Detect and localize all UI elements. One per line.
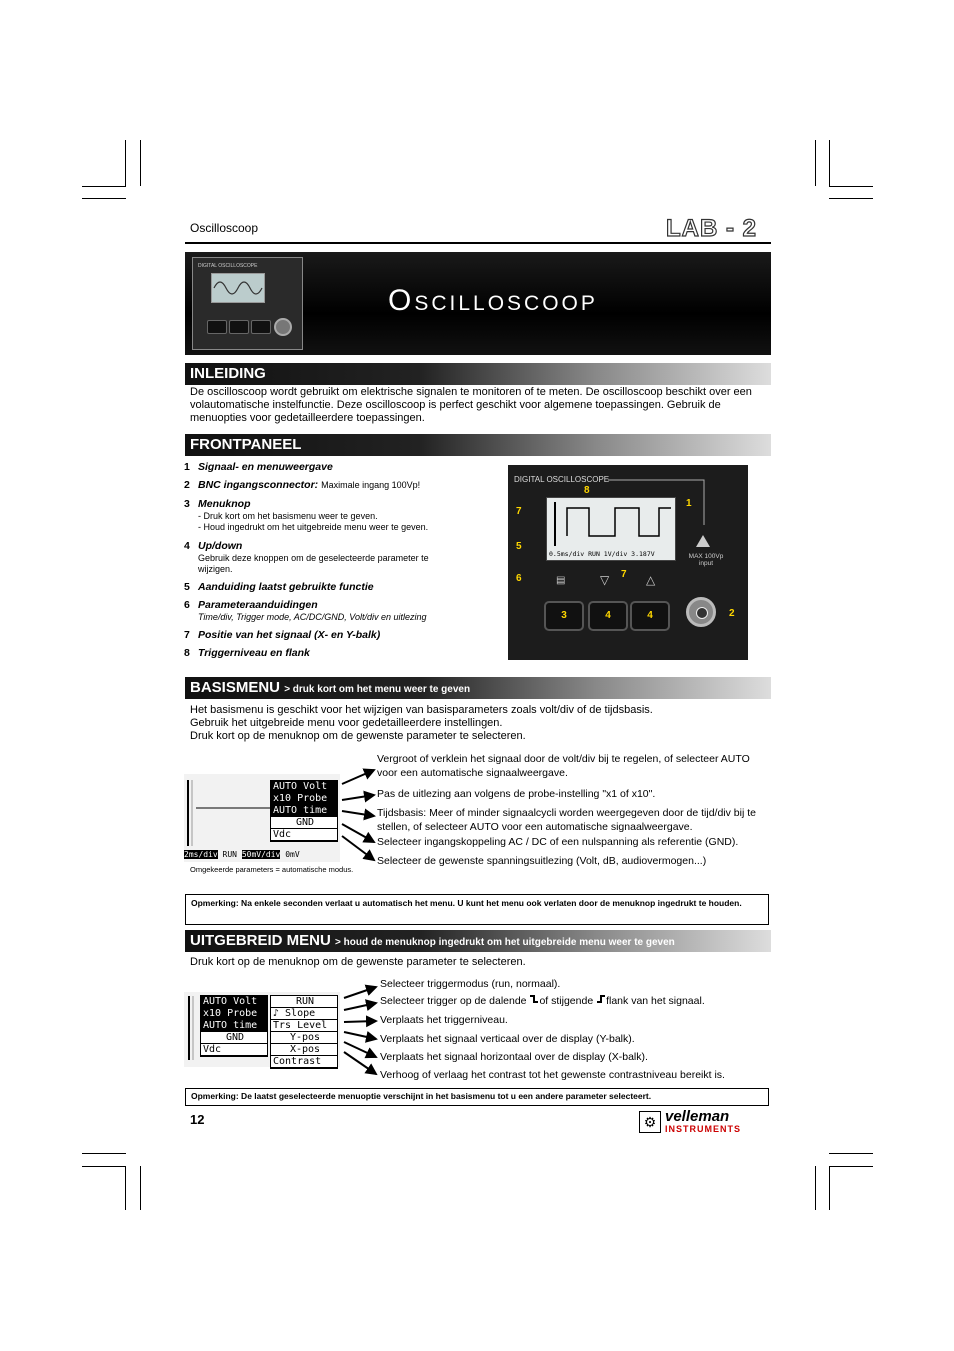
velleman-emblem-icon: ⚙ (639, 1111, 661, 1133)
basismenu-lcd (184, 774, 340, 862)
basismenu-intro-1: Het basismenu is geschikt voor het wijzigen van basisparameters zoals volt/div of de tijdsbasis. (190, 704, 653, 716)
uitgebreid-desc-5: Verplaats het signaal horizontaal over de display (X-balk). (380, 1051, 648, 1063)
front-item-3-sub-2: - Houd ingedrukt om het uitgebreide menu weer te geven. (198, 522, 429, 532)
photo-label: DIGITAL OSCILLOSCOPE (514, 475, 610, 484)
ext-option-trs-level[interactable]: Trs Level (271, 1020, 337, 1032)
ext-option-auto-volt[interactable]: AUTO Volt (201, 996, 267, 1008)
section-header-inleiding (185, 363, 771, 385)
photo-square-wave (547, 498, 675, 550)
basismenu-desc-5: Selecteer de gewenste spanningsuitlezing (Volt, dB, audiovermogen...) (377, 855, 707, 867)
rising-edge-icon (596, 994, 606, 1004)
velleman-logo (639, 1108, 769, 1135)
basismenu-subheading: > druk kort om het menu weer te geven (284, 684, 471, 695)
callout-7a: 7 (516, 506, 522, 517)
basismenu-note: Opmerking: Na enkele seconden verlaat u automatisch het menu. U kunt het menu ook verlaten door de menuknop ingedrukt te houden. (185, 894, 769, 925)
down-triangle-icon: ▽ (600, 573, 610, 587)
front-item-7: 7 Positie van het signaal (X- en Y-balk) (184, 629, 381, 641)
basismenu-lcd-trace (184, 774, 274, 850)
menu-option-auto-volt[interactable]: AUTO Volt (271, 781, 337, 793)
inleiding-text: De oscilloscoop wordt gebruikt om elektrische signalen te monitoren of te meten. De oscilloscoop beschikt over een volautomatische instelfunctie. Deze oscilloscoop is perfect geschikt voor algemene toepassingen. Gebruik de menuopties voor gedetailleerdere toepassingen. (190, 386, 752, 424)
up-button: 4 (630, 601, 670, 631)
uitgebreid-heading: UITGEBREID MENU (190, 932, 331, 949)
oscilloscope-front-photo (508, 465, 748, 660)
basismenu-desc-2: Pas de uitlezing aan volgens de probe-instelling "x1 of x10". (377, 788, 656, 800)
callout-8: 8 (584, 485, 590, 496)
callout-2: 2 (729, 608, 735, 619)
menu-option-vdc[interactable]: Vdc (271, 829, 337, 841)
uitgebreid-left-options (200, 995, 268, 1057)
basismenu-desc-3: Tijdsbasis: Meer of minder signaalcycli worden weergegeven door de tijd/div bij te stellen, of selecteer AUTO voor een automatische signaalweergave. (377, 807, 756, 833)
lab2-logo (664, 214, 772, 240)
oscilloscope-thumbnail (192, 257, 303, 350)
basismenu-status-bar: 2ms/div RUN 50mV/div 0mV (184, 850, 300, 859)
callout-6: 6 (516, 573, 522, 584)
section-header-frontpaneel (185, 434, 771, 456)
front-item-1: 1 Signaal- en menuweergave (184, 461, 333, 473)
front-item-4-sub: Gebruik deze knoppen om de geselecteerde parameter te wijzigen. (198, 553, 429, 574)
uitgebreid-lcd (184, 992, 340, 1067)
lab2-logo-text: LAB - 2 (666, 215, 757, 240)
uitgebreid-desc-2: Selecteer trigger op de dalende of stijgende flank van het signaal. (380, 995, 705, 1007)
uitgebreid-desc-1: Selecteer triggermodus (run, normaal). (380, 978, 561, 990)
basismenu-arrows (340, 766, 378, 866)
menu-icon: ▤ (556, 575, 566, 586)
page-number: 12 (190, 1112, 205, 1127)
header-rule (185, 242, 771, 244)
uitgebreid-desc-6: Verhoog of verlaag het contrast tot het gewenste contrastniveau bereikt is. (380, 1069, 725, 1081)
basismenu-options (270, 780, 338, 842)
photo-lcd (546, 497, 676, 561)
ext-option-gnd[interactable]: GND (201, 1032, 267, 1044)
section-header-uitgebreid (185, 930, 771, 952)
photo-status-line: 0.5ms/div RUN 1V/div 3.187V (549, 550, 655, 558)
basismenu-heading-group (190, 679, 470, 696)
menu-option-gnd[interactable]: GND (271, 817, 337, 829)
menu-option-auto-time[interactable]: AUTO time (271, 805, 337, 817)
thumb-bnc-connector (274, 318, 292, 336)
basismenu-desc-1: Vergroot of verklein het signaal door de volt/div bij te regelen, of selecteer AUTO voor een automatische signaalweergave. (377, 753, 750, 779)
frontpaneel-heading: FRONTPANEEL (190, 436, 302, 453)
thumb-lcd (211, 273, 265, 303)
down-button: 4 (588, 601, 628, 631)
ext-option-x-pos[interactable]: X-pos (271, 1044, 337, 1056)
ext-option-probe[interactable]: x10 Probe (201, 1008, 267, 1020)
ext-option-slope[interactable]: ♪ Slope (271, 1008, 337, 1020)
menu-button: 3 (544, 601, 584, 631)
thumb-label: DIGITAL OSCILLOSCOPE (198, 263, 258, 269)
basismenu-caption: Omgekeerde parameters = automatische modus. (190, 865, 354, 874)
bnc-connector (686, 597, 716, 627)
uitgebreid-arrows (340, 984, 380, 1084)
ext-option-y-pos[interactable]: Y-pos (271, 1032, 337, 1044)
up-triangle-icon: △ (646, 573, 656, 587)
uitgebreid-desc-3: Verplaats het triggerniveau. (380, 1014, 508, 1026)
uitgebreid-heading-group (190, 932, 675, 949)
section-label: Oscilloscoop (190, 221, 259, 235)
uitgebreid-desc-4: Verplaats het signaal verticaal over de display (Y-balk). (380, 1033, 635, 1045)
basismenu-intro-2: Gebruik het uitgebreide menu voor gedetailleerdere instellingen. (190, 717, 503, 729)
uitgebreid-subheading: > houd de menuknop ingedrukt om het uitgebreide menu weer te geven (335, 937, 675, 948)
ext-option-contrast[interactable]: Contrast (271, 1056, 337, 1068)
front-item-3-sub-1: - Druk kort om het basismenu weer te geven. (198, 511, 378, 521)
velleman-brand-sub: INSTRUMENTS (665, 1124, 741, 1134)
callout-1: 1 (686, 498, 692, 509)
uitgebreid-note: Opmerking: De laatst geselecteerde menuoptie verschijnt in het basismenu tot u een andere parameter selecteert. (185, 1088, 769, 1106)
thumb-button-1 (207, 320, 227, 334)
callout-7b: 7 (621, 569, 627, 580)
section-header-basismenu (185, 677, 771, 699)
front-item-4: 4 Up/down (184, 540, 243, 552)
uitgebreid-right-options (270, 995, 338, 1069)
menu-option-probe[interactable]: x10 Probe (271, 793, 337, 805)
inleiding-heading: INLEIDING (190, 365, 266, 382)
warning-triangle-icon (696, 535, 710, 547)
front-item-6: 6 Parameteraanduidingen (184, 599, 318, 611)
velleman-brand: velleman (665, 1108, 730, 1125)
falling-edge-icon (529, 994, 539, 1004)
page-title: Oscilloscoop (388, 284, 598, 317)
basismenu-intro-3: Druk kort op de menuknop om de gewenste parameter te selecteren. (190, 730, 526, 742)
ext-option-vdc[interactable]: Vdc (201, 1044, 267, 1056)
front-item-5: 5 Aanduiding laatst gebruikte functie (184, 581, 374, 593)
front-item-3: 3 Menuknop (184, 498, 251, 510)
front-item-6-sub: Time/div, Trigger mode, AC/DC/GND, Volt/div en uitlezing (198, 612, 427, 622)
front-item-2: 2 BNC ingangsconnector: Maximale ingang 100Vp! (184, 479, 421, 491)
basismenu-desc-4: Selecteer ingangskoppeling AC / DC of een nulspanning als referentie (GND). (377, 836, 739, 848)
photo-max-label: MAX 100Vp input (688, 553, 724, 567)
ext-option-run[interactable]: RUN (271, 996, 337, 1008)
thumb-button-2 (229, 320, 249, 334)
ext-option-auto-time[interactable]: AUTO time (201, 1020, 267, 1032)
basismenu-heading: BASISMENU (190, 679, 281, 696)
front-item-8: 8 Triggerniveau en flank (184, 647, 310, 659)
callout-5: 5 (516, 541, 522, 552)
thumb-button-3 (251, 320, 271, 334)
thumb-wave (212, 274, 264, 302)
uitgebreid-intro: Druk kort op de menuknop om de gewenste parameter te selecteren. (190, 956, 526, 968)
uitgebreid-lcd-bar (184, 992, 200, 1064)
